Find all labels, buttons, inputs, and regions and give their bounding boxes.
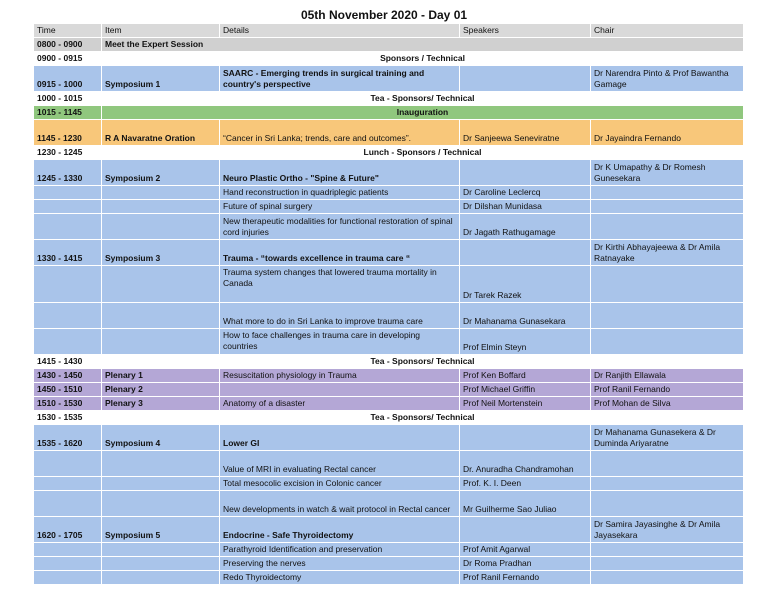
header-details: Details: [220, 24, 460, 38]
time-cell: 1245 - 1330: [34, 160, 102, 186]
speakers-cell: Dr Dilshan Munidasa: [460, 200, 591, 214]
item-cell: Plenary 1: [102, 369, 220, 383]
time-cell: 0915 - 1000: [34, 66, 102, 92]
speakers-cell: Prof Michael Griffin: [460, 383, 591, 397]
break-cell: Sponsors / Technical: [102, 52, 744, 66]
table-row: [34, 355, 744, 369]
break-cell: Inauguration: [102, 106, 744, 120]
page-title: 05th November 2020 - Day 01: [300, 8, 468, 22]
table-row: [34, 329, 744, 355]
speakers-cell: Dr Mahanama Gunasekara: [460, 303, 591, 329]
item-cell: [102, 571, 220, 585]
details-cell: New therapeutic modalities for functional restoration of spinal cord injuries: [220, 214, 460, 240]
item-cell: [102, 186, 220, 200]
item-cell: R A Navaratne Oration: [102, 120, 220, 146]
chair-cell: [591, 557, 744, 571]
details-cell: Preserving the nerves: [220, 557, 460, 571]
chair-cell: [591, 329, 744, 355]
table-row: [34, 240, 744, 266]
details-cell: Lower GI: [220, 425, 460, 451]
table-row: [34, 186, 744, 200]
table-row: [34, 52, 744, 66]
speakers-cell: Dr Roma Pradhan: [460, 557, 591, 571]
details-cell: What more to do in Sri Lanka to improve trauma care: [220, 303, 460, 329]
details-cell: Resuscitation physiology in Trauma: [220, 369, 460, 383]
details-cell: Trauma system changes that lowered trauma mortality in Canada: [220, 266, 460, 303]
header-row: [34, 24, 744, 38]
break-cell: Tea - Sponsors/ Technical: [102, 411, 744, 425]
table-row: [34, 383, 744, 397]
table-row: [34, 397, 744, 411]
time-cell: 1430 - 1450: [34, 369, 102, 383]
item-cell: [102, 214, 220, 240]
break-cell: Lunch - Sponsors / Technical: [102, 146, 744, 160]
table-row: [34, 200, 744, 214]
table-row: [34, 491, 744, 517]
time-cell: [34, 214, 102, 240]
chair-cell: Dr K Umapathy & Dr Romesh Gunesekara: [591, 160, 744, 186]
details-cell: Value of MRI in evaluating Rectal cancer: [220, 451, 460, 477]
time-cell: [34, 266, 102, 303]
speakers-cell: Prof Amit Agarwal: [460, 543, 591, 557]
table-row: [34, 451, 744, 477]
item-cell: [102, 477, 220, 491]
table-row: [34, 369, 744, 383]
item-cell: Symposium 3: [102, 240, 220, 266]
details-cell: Parathyroid Identification and preservation: [220, 543, 460, 557]
time-cell: 0900 - 0915: [34, 52, 102, 66]
header-item: Item: [102, 24, 220, 38]
details-cell: Neuro Plastic Ortho - "Spine & Future": [220, 160, 460, 186]
details-cell: [220, 383, 460, 397]
table-row: [34, 571, 744, 585]
details-cell: Future of spinal surgery: [220, 200, 460, 214]
chair-cell: Prof Ranil Fernando: [591, 383, 744, 397]
time-cell: [34, 303, 102, 329]
chair-cell: Dr Jayaindra Fernando: [591, 120, 744, 146]
speakers-cell: Dr Caroline Leclercq: [460, 186, 591, 200]
item-cell: Symposium 1: [102, 66, 220, 92]
time-cell: [34, 329, 102, 355]
time-cell: 0800 - 0900: [34, 38, 102, 52]
table-row: [34, 557, 744, 571]
table-row: [34, 92, 744, 106]
time-cell: 1450 - 1510: [34, 383, 102, 397]
speakers-cell: Prof Neil Mortenstein: [460, 397, 591, 411]
time-cell: 1230 - 1245: [34, 146, 102, 160]
speakers-cell: Dr Tarek Razek: [460, 266, 591, 303]
time-cell: [34, 477, 102, 491]
header-time: Time: [34, 24, 102, 38]
speakers-cell: Prof Elmin Steyn: [460, 329, 591, 355]
item-cell: Symposium 4: [102, 425, 220, 451]
speakers-cell: Dr Jagath Rathugamage: [460, 214, 591, 240]
table-row: [34, 214, 744, 240]
details-cell: Endocrine - Safe Thyroidectomy: [220, 517, 460, 543]
chair-cell: [591, 571, 744, 585]
speakers-cell: [460, 66, 591, 92]
speakers-cell: [460, 517, 591, 543]
chair-cell: [591, 303, 744, 329]
speakers-cell: Dr. Anuradha Chandramohan: [460, 451, 591, 477]
item-cell: [102, 303, 220, 329]
time-cell: [34, 200, 102, 214]
speakers-cell: Prof Ranil Fernando: [460, 571, 591, 585]
item-cell: Symposium 5: [102, 517, 220, 543]
time-cell: [34, 491, 102, 517]
break-cell: Tea - Sponsors/ Technical: [102, 355, 744, 369]
item-cell: [102, 491, 220, 517]
table-row: [34, 120, 744, 146]
table-row: [34, 477, 744, 491]
item-cell: Symposium 2: [102, 160, 220, 186]
item-cell: [102, 557, 220, 571]
time-cell: [34, 557, 102, 571]
table-row: [34, 411, 744, 425]
details-cell: Redo Thyroidectomy: [220, 571, 460, 585]
table-row: [34, 160, 744, 186]
speakers-cell: Prof. K. I. Deen: [460, 477, 591, 491]
details-cell: “Cancer in Sri Lanka; trends, care and outcomes”.: [220, 120, 460, 146]
speakers-cell: Prof Ken Boffard: [460, 369, 591, 383]
item-cell: [102, 543, 220, 557]
time-cell: [34, 543, 102, 557]
time-cell: [34, 451, 102, 477]
time-cell: 1145 - 1230: [34, 120, 102, 146]
time-cell: [34, 571, 102, 585]
details-cell: Trauma - “towards excellence in trauma care “: [220, 240, 460, 266]
chair-cell: [591, 451, 744, 477]
item-cell: Meet the Expert Session: [102, 38, 744, 52]
speakers-cell: [460, 240, 591, 266]
time-cell: 1535 - 1620: [34, 425, 102, 451]
time-cell: 1330 - 1415: [34, 240, 102, 266]
header-chair: Chair: [591, 24, 744, 38]
item-cell: Plenary 2: [102, 383, 220, 397]
speakers-cell: [460, 160, 591, 186]
chair-cell: [591, 477, 744, 491]
table-row: [34, 543, 744, 557]
details-cell: New developments in watch & wait protocol in Rectal cancer: [220, 491, 460, 517]
details-cell: Total mesocolic excision in Colonic cancer: [220, 477, 460, 491]
table-row: [34, 38, 744, 52]
table-row: [34, 106, 744, 120]
header-speakers: Speakers: [460, 24, 591, 38]
details-cell: How to face challenges in trauma care in developing countries: [220, 329, 460, 355]
chair-cell: [591, 491, 744, 517]
details-cell: Anatomy of a disaster: [220, 397, 460, 411]
time-cell: [34, 186, 102, 200]
table-row: [34, 266, 744, 303]
time-cell: 1530 - 1535: [34, 411, 102, 425]
chair-cell: [591, 186, 744, 200]
chair-cell: Dr Ranjith Ellawala: [591, 369, 744, 383]
time-cell: 1000 - 1015: [34, 92, 102, 106]
table-row: [34, 517, 744, 543]
item-cell: [102, 329, 220, 355]
time-cell: 1620 - 1705: [34, 517, 102, 543]
details-cell: Hand reconstruction in quadriplegic patients: [220, 186, 460, 200]
table-row: [34, 303, 744, 329]
item-cell: [102, 451, 220, 477]
chair-cell: [591, 266, 744, 303]
time-cell: 1415 - 1430: [34, 355, 102, 369]
item-cell: Plenary 3: [102, 397, 220, 411]
chair-cell: Dr Samira Jayasinghe & Dr Amila Jayasekara: [591, 517, 744, 543]
speakers-cell: Dr Sanjeewa Seneviratne: [460, 120, 591, 146]
item-cell: [102, 266, 220, 303]
time-cell: 1015 - 1145: [34, 106, 102, 120]
chair-cell: [591, 200, 744, 214]
table-row: [34, 66, 744, 92]
schedule-table: [33, 23, 744, 585]
chair-cell: Prof Mohan de Silva: [591, 397, 744, 411]
speakers-cell: [460, 425, 591, 451]
chair-cell: Dr Kirthi Abhayajeewa & Dr Amila Ratnayake: [591, 240, 744, 266]
table-row: [34, 425, 744, 451]
table-row: [34, 146, 744, 160]
item-cell: [102, 200, 220, 214]
chair-cell: Dr Mahanama Gunasekera & Dr Duminda Ariyaratne: [591, 425, 744, 451]
break-cell: Tea - Sponsors/ Technical: [102, 92, 744, 106]
details-cell: SAARC - Emerging trends in surgical training and country's perspective: [220, 66, 460, 92]
chair-cell: [591, 543, 744, 557]
time-cell: 1510 - 1530: [34, 397, 102, 411]
speakers-cell: Mr Guilherme Sao Juliao: [460, 491, 591, 517]
chair-cell: [591, 214, 744, 240]
chair-cell: Dr Narendra Pinto & Prof Bawantha Gamage: [591, 66, 744, 92]
